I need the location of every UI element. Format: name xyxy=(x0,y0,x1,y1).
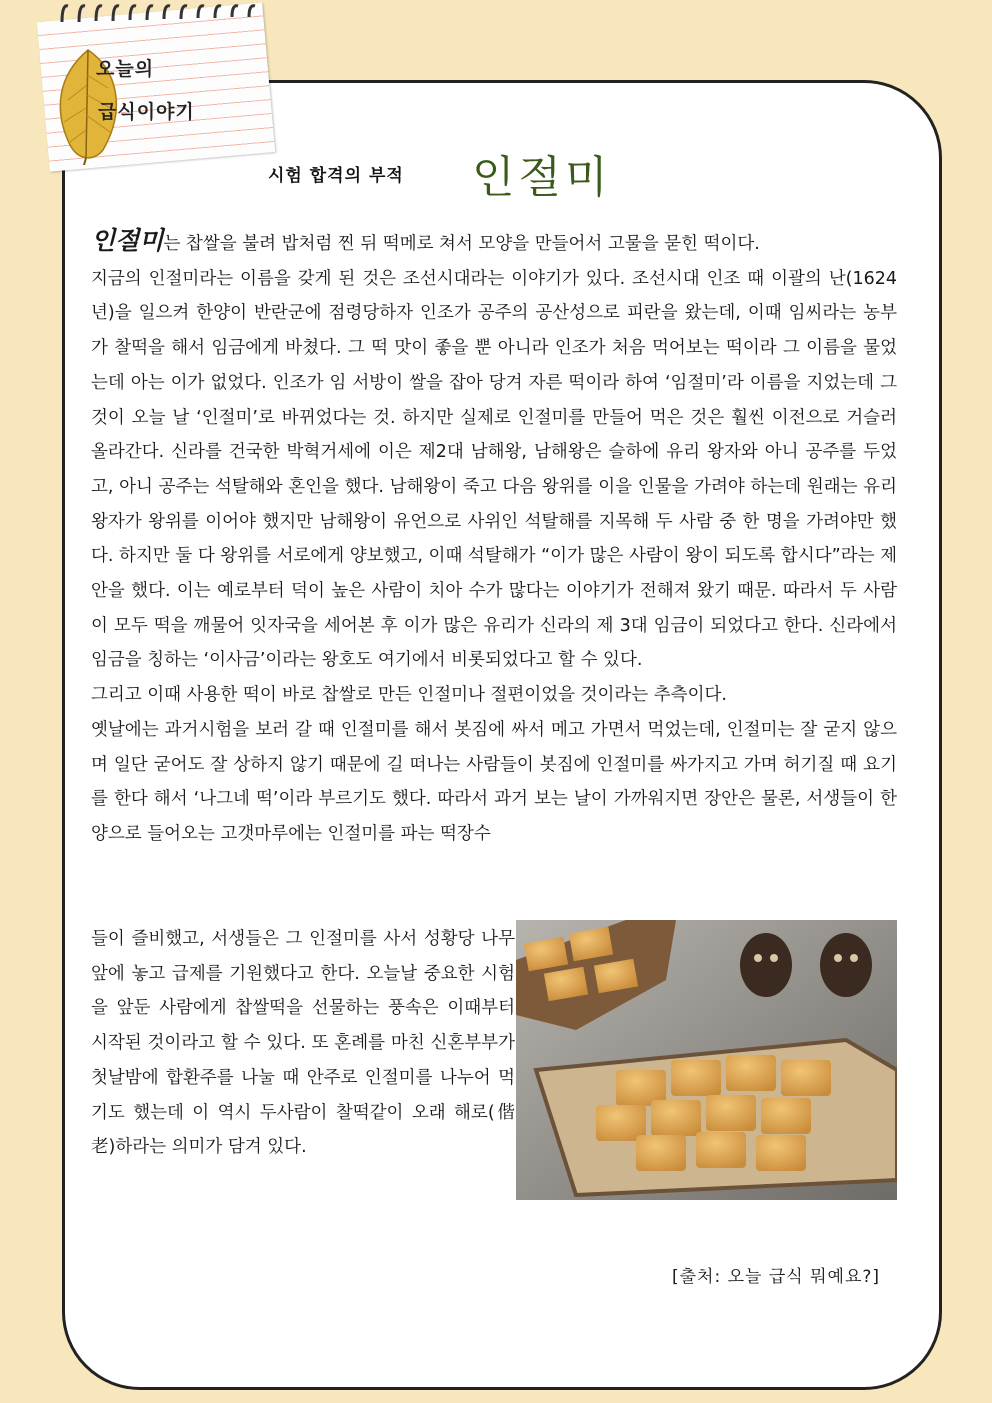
paragraph-2: 그리고 이때 사용한 떡이 바로 찹쌀로 만든 인절미나 절편이었을 것이라는 추측이다. xyxy=(91,685,727,706)
paragraph-1: 지금의 인절미라는 이름을 갖게 된 것은 조선시대라는 이야기가 있다. 조선시대 인조 때 이괄의 난(1624년)을 일으켜 한양이 반란군에 점령당하자 인조가 공주의 공산성으로 피란을 왔는데, 이때 임씨라는 농부가 찰떡을 해서 임금에게 바쳤다. 그 떡 맛이 좋을 뿐 아니라 인조가 처음 먹어보는 떡이라 그 이름을 물었는데 아는 이가 없었다. 인조가 임 서방이 쌀을 잡아 당겨 자른 떡이라 하여 ‘임절미’라 이름을 지었는데 그것이 오늘 날 ‘인절미’로 바뀌었다는 것. 하지만 실제로 인절미를 만들어 먹은 것은 훨씬 이전으로 거슬러 올라간다. 신라를 건국한 박혁거세에 이은 제2대 남해왕, 남해왕은 슬하에 유리 왕자와 아니 공주를 두었고, 아니 공주는 석탈해와 혼인을 했다. 남해왕이 죽고 다음 왕위를 이을 인물을 가려야 하는데 원래는 유리 왕자가 왕위를 이어야 했지만 남해왕이 유언으로 사위인 석탈해를 지목해 두 사람 중 한 명을 가려야만 했다. 하지만 둘 다 왕위를 서로에게 양보했고, 이때 석탈해가 “이가 많은 사람이 왕이 되도록 합시다”라는 제안을 했다. 이는 예로부터 덕이 높은 사람이 치아 수가 많다는 이야기가 전해져 왔기 때문. 따라서 두 사람이 모두 떡을 깨물어 잇자국을 세어본 후 이가 많은 유리가 신라의 제 3대 임금이 되었다고 한다. 신라에서 임금을 칭하는 ‘이사금’이라는 왕호도 여기에서 비롯되었다고 할 수 있다. xyxy=(91,268,897,671)
source-citation: [출처: 오늘 급식 뭐예요?] xyxy=(672,1267,881,1287)
page-title: 인절미 xyxy=(472,152,612,203)
notepad-line-2: 급식이야기 xyxy=(98,101,195,123)
paragraph-3-continued: 들이 즐비했고, 서생들은 그 인절미를 사서 성황당 나무 앞에 놓고 급제를 기원했다고 한다. 오늘날 중요한 시험을 앞둔 사람에게 찹쌀떡을 선물하는 풍속은 이때부터 시작된 것이라고 할 수 있다. 또 혼례를 마친 신혼부부가 첫날밤에 합환주를 나눌 때 안주로 인절미를 나누어 먹기도 했는데 이 역시 두사람이 찰떡같이 오래 해로(偕老)하라는 의미가 담겨 있다. xyxy=(91,929,515,1158)
lead-text: 는 찹쌀을 불려 밥처럼 찐 뒤 떡메로 쳐서 모양을 만들어서 고물을 묻힌 떡이다. xyxy=(163,234,760,254)
article-body xyxy=(91,224,897,852)
spiral-binding-icon xyxy=(58,2,268,26)
subtitle: 시험 합격의 부적 xyxy=(268,166,404,186)
paragraph-3: 옛날에는 과거시험을 보러 갈 때 인절미를 해서 봇짐에 싸서 메고 가면서 먹었는데, 인절미는 잘 굳지 않으며 일단 굳어도 잘 상하지 않기 때문에 길 떠나는 사람들이 봇짐에 인절미를 싸가지고 가며 허기질 때 요기를 한다 해서 ‘나그네 떡’이라 부르기도 했다. 따라서 과거 보는 날이 가까워지면 장안은 물론, 서생들이 한양으로 들어오는 고갯마루에는 인절미를 파는 떡장수 xyxy=(91,719,897,844)
notepad-line-1: 오늘의 xyxy=(96,58,155,80)
lead-paragraph xyxy=(91,224,897,262)
injeolmi-photo xyxy=(516,920,897,1200)
lead-word: 인절미 xyxy=(91,226,164,255)
